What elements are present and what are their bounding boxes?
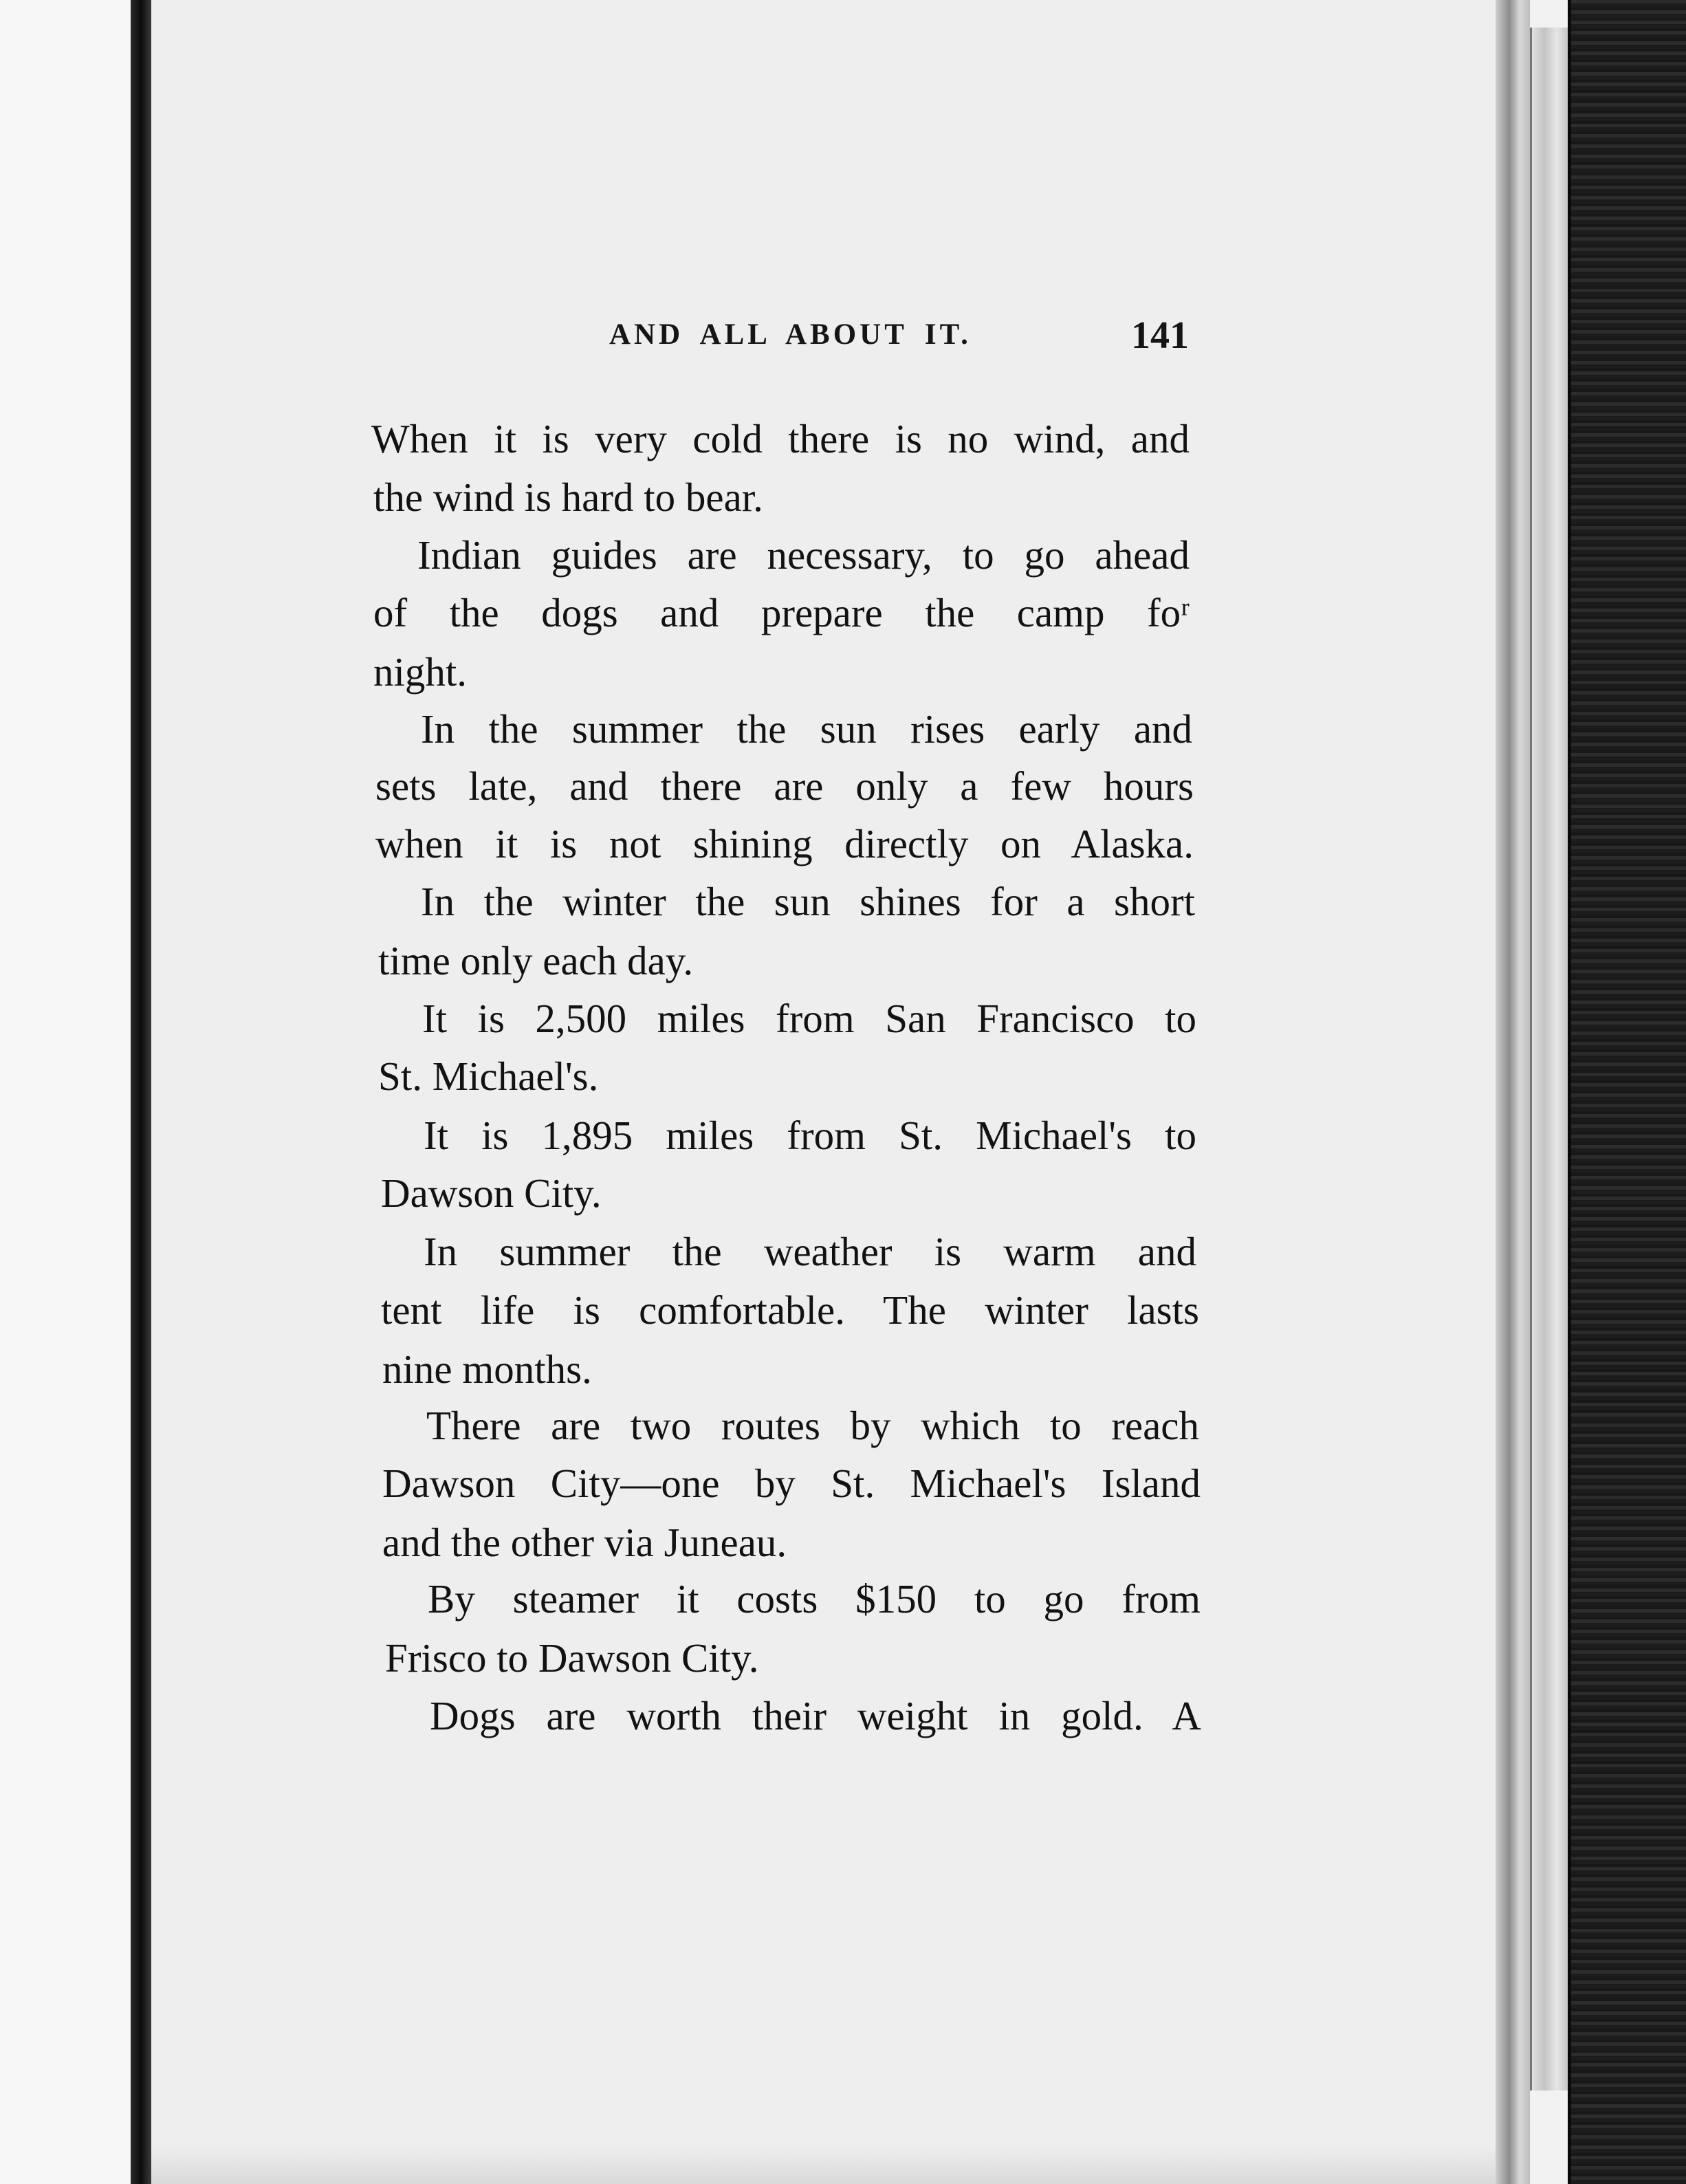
text-line: Indian guides are necessary, to go ahead	[417, 532, 1190, 578]
text-line: Dawson City—one by St. Michael's Island	[382, 1461, 1201, 1506]
text-line: In the summer the sun rises early and	[421, 706, 1192, 752]
text-line: St. Michael's.	[378, 1053, 599, 1099]
facing-page-margin	[0, 0, 131, 2184]
text-line: tent life is comfortable. The winter lasts	[381, 1287, 1199, 1333]
text-line: nine months.	[382, 1346, 592, 1392]
text-line: There are two routes by which to reach	[426, 1403, 1199, 1448]
text-line: It is 1,895 miles from St. Michael's to	[424, 1113, 1196, 1158]
text-line: of the dogs and prepare the camp foʳ	[373, 590, 1190, 635]
text-line: sets late, and there are only a few hours	[375, 763, 1194, 809]
text-line: and the other via Juneau.	[382, 1520, 787, 1565]
text-line: It is 2,500 miles from San Francisco to	[422, 996, 1196, 1041]
text-line: time only each day.	[378, 938, 694, 983]
page-bottom-shadow	[151, 2145, 1520, 2184]
page-stack-edge	[1530, 28, 1573, 2090]
text-line: When it is very cold there is no wind, and	[371, 416, 1190, 461]
page-fore-edge	[1496, 0, 1530, 2184]
text-line: when it is not shining directly on Alaska.	[375, 821, 1194, 866]
page-number: 141	[1131, 314, 1189, 357]
text-line: In the winter the sun shines for a short	[421, 879, 1195, 924]
book-gutter	[131, 0, 151, 2184]
text-line: the wind is hard to bear.	[373, 474, 763, 520]
text-line: night.	[373, 649, 468, 695]
text-line: By steamer it costs $150 to go from	[428, 1576, 1201, 1621]
text-line: In summer the weather is warm and	[424, 1229, 1196, 1274]
text-line: Frisco to Dawson City.	[385, 1635, 759, 1681]
book-cover	[1571, 0, 1686, 2184]
running-head: AND ALL ABOUT IT.	[609, 318, 972, 351]
text-line: Dawson City.	[381, 1170, 602, 1216]
text-line: Dogs are worth their weight in gold. A	[430, 1693, 1201, 1738]
